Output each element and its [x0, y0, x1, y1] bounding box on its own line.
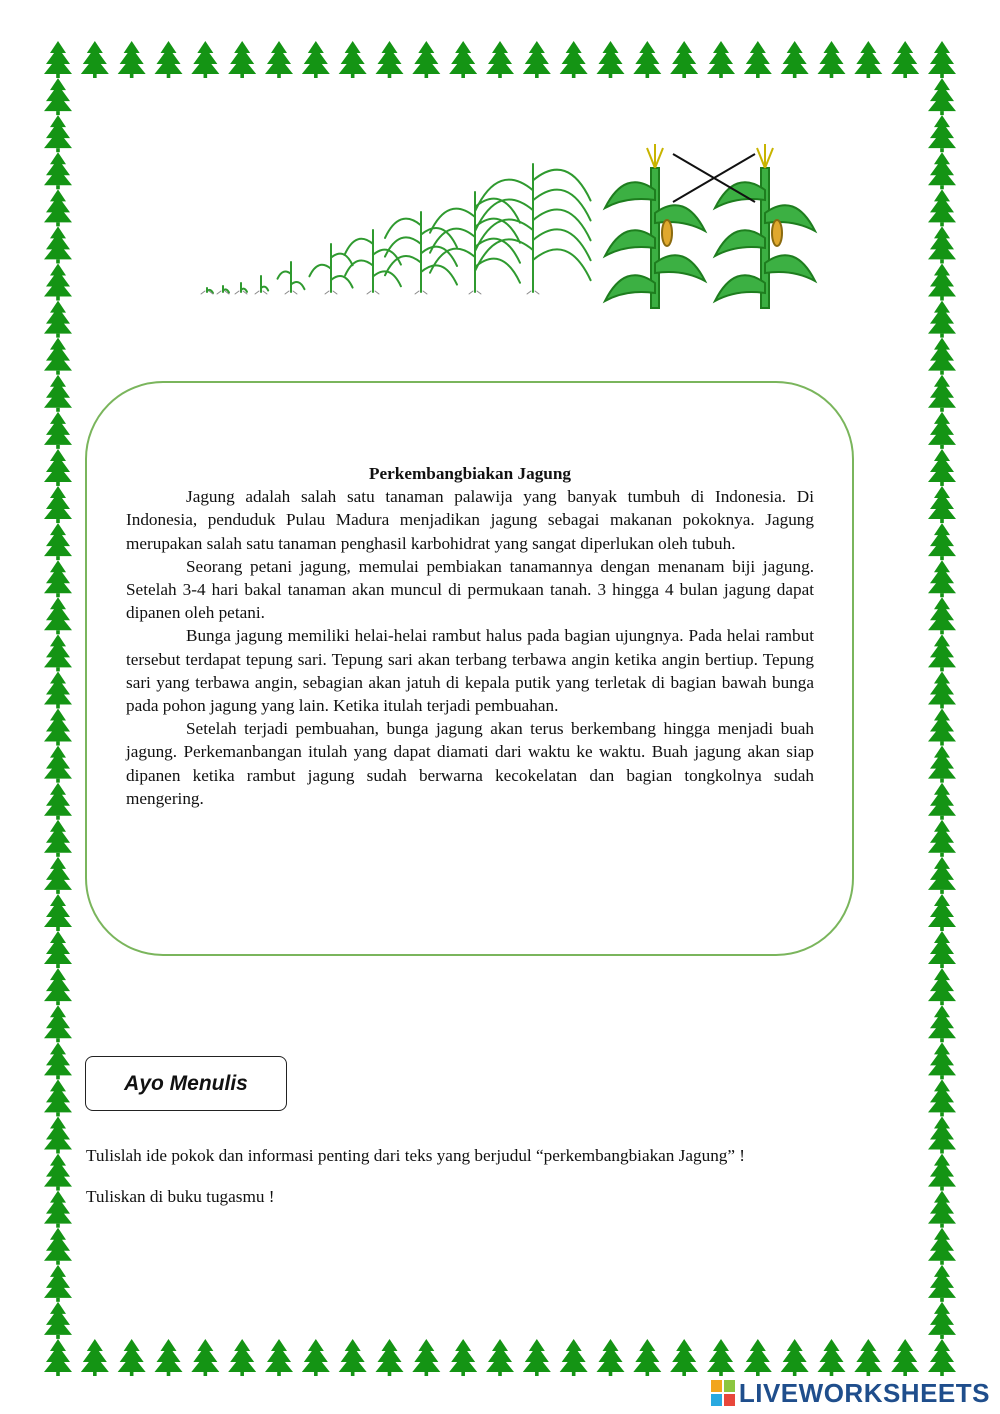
pine-tree-icon — [781, 41, 809, 78]
pine-tree-icon — [155, 41, 183, 78]
article-paragraph: Jagung adalah salah satu tanaman palawija yang banyak tumbuh di Indonesia. Di Indonesia, penduduk Pulau Madura menjadikan jagung sebagai makanan pokoknya. Jagung merupakan salah satu tanaman penghasil karbohidrat yang sangat diperlukan oleh tubuh. — [126, 487, 814, 553]
pine-tree-icon — [44, 1339, 72, 1376]
pine-tree-icon — [44, 1005, 72, 1042]
pine-tree-icon — [412, 1339, 440, 1376]
pine-tree-icon — [265, 41, 293, 78]
pine-tree-icon — [44, 1079, 72, 1116]
pine-tree-icon — [191, 41, 219, 78]
liveworksheets-brand[interactable] — [711, 1378, 990, 1408]
article-title: Perkembangbiakan Jagung — [369, 464, 571, 483]
pine-tree-icon — [44, 820, 72, 857]
liveworksheets-logo-icon — [711, 1380, 735, 1406]
pine-tree-icon — [928, 857, 956, 894]
pine-tree-icon — [44, 338, 72, 375]
pine-tree-icon — [928, 1042, 956, 1079]
pine-tree-icon — [560, 1339, 588, 1376]
pine-tree-icon — [928, 41, 956, 78]
pine-tree-icon — [44, 857, 72, 894]
pine-tree-icon — [818, 1339, 846, 1376]
corn-seedling — [430, 192, 520, 294]
pine-tree-icon — [44, 560, 72, 597]
pine-tree-icon — [44, 783, 72, 820]
pine-tree-icon — [928, 783, 956, 820]
pine-tree-icon — [744, 41, 772, 78]
pine-tree-icon — [818, 41, 846, 78]
pine-tree-icon — [781, 1339, 809, 1376]
mature-corn-plant — [605, 144, 705, 308]
pine-tree-icon — [44, 634, 72, 671]
pine-tree-icon — [44, 152, 72, 189]
pine-tree-icon — [928, 226, 956, 263]
pine-tree-icon — [928, 412, 956, 449]
pine-tree-icon — [486, 41, 514, 78]
pine-tree-icon — [44, 931, 72, 968]
section-label-ayo-menulis: Ayo Menulis — [85, 1056, 287, 1111]
pine-tree-icon — [376, 41, 404, 78]
pine-tree-icon — [228, 1339, 256, 1376]
pine-tree-icon — [928, 152, 956, 189]
pine-tree-icon — [118, 41, 146, 78]
pine-tree-icon — [928, 1265, 956, 1302]
pine-tree-icon — [44, 412, 72, 449]
pine-tree-icon — [597, 41, 625, 78]
pine-tree-icon — [597, 1339, 625, 1376]
pine-tree-icon — [707, 41, 735, 78]
corn-growth-illustration — [195, 130, 835, 320]
pine-tree-icon — [854, 41, 882, 78]
pine-tree-icon — [44, 41, 72, 78]
article — [126, 462, 814, 810]
pine-tree-icon — [928, 597, 956, 634]
pine-tree-icon — [523, 1339, 551, 1376]
pine-tree-icon — [928, 1191, 956, 1228]
article-paragraph: Setelah terjadi pembuahan, bunga jagung akan terus berkembang hingga menjadi buah jagung. Perkemanbangan itulah yang dapat diamati dari waktu ke waktu. Buah jagung akan siap dipanen ketika rambut jagung sudah berwarna kecokelatan dan bagian tongkolnya sudah mengering. — [126, 719, 814, 808]
pine-tree-icon — [928, 820, 956, 857]
pine-tree-icon — [928, 894, 956, 931]
pine-tree-icon — [44, 78, 72, 115]
pine-tree-icon — [486, 1339, 514, 1376]
pine-tree-icon — [44, 1116, 72, 1153]
pine-tree-icon — [412, 41, 440, 78]
corn-seedling — [278, 262, 305, 294]
pine-tree-icon — [670, 41, 698, 78]
pine-tree-icon — [81, 1339, 109, 1376]
pine-tree-icon — [449, 41, 477, 78]
pine-tree-icon — [302, 1339, 330, 1376]
pine-tree-icon — [376, 1339, 404, 1376]
corn-seedling — [235, 283, 247, 294]
pine-tree-icon — [81, 41, 109, 78]
pine-tree-icon — [928, 1154, 956, 1191]
pine-tree-icon — [633, 1339, 661, 1376]
pine-tree-icon — [928, 78, 956, 115]
pine-tree-icon — [891, 41, 919, 78]
pine-tree-icon — [928, 671, 956, 708]
pine-tree-icon — [44, 709, 72, 746]
pine-tree-icon — [44, 1042, 72, 1079]
pine-tree-icon — [928, 338, 956, 375]
pine-tree-icon — [854, 1339, 882, 1376]
pine-tree-icon — [928, 968, 956, 1005]
article-paragraph: Bunga jagung memiliki helai-helai rambut halus pada bagian ujungnya. Pada helai rambut tersebut terdapat tepung sari. Tepung sari akan terbang terbawa angin ketika angin bertiup. Tepung sari yang terbawa angin, sebagian akan jatuh di kepala putik yang terletak di bagian bawah bunga pada pohon jagung yang lain. Ketika itulah terjadi pembuahan. — [126, 626, 814, 716]
pine-tree-icon — [339, 1339, 367, 1376]
pine-tree-icon — [633, 41, 661, 78]
pine-tree-icon — [44, 226, 72, 263]
pine-tree-icon — [302, 41, 330, 78]
pine-tree-icon — [118, 1339, 146, 1376]
brand-name: LIVEWORKSHEETS — [738, 1377, 990, 1408]
pine-tree-icon — [44, 671, 72, 708]
pine-tree-icon — [928, 1228, 956, 1265]
pine-tree-icon — [449, 1339, 477, 1376]
pine-tree-icon — [44, 301, 72, 338]
corn-seedling — [217, 286, 229, 294]
pine-tree-icon — [44, 1265, 72, 1302]
pine-tree-icon — [265, 1339, 293, 1376]
pine-tree-icon — [44, 189, 72, 226]
pine-tree-icon — [44, 746, 72, 783]
pine-tree-icon — [928, 189, 956, 226]
pine-tree-icon — [891, 1339, 919, 1376]
instruction-text: Tulislah ide pokok dan informasi penting dari teks yang berjudul “perkembangbiakan Jagung” ! — [86, 1146, 746, 1165]
pine-tree-icon — [191, 1339, 219, 1376]
pine-tree-icon — [928, 1079, 956, 1116]
pine-tree-icon — [339, 41, 367, 78]
pine-tree-icon — [707, 1339, 735, 1376]
pine-tree-icon — [155, 1339, 183, 1376]
corn-seedling — [255, 276, 268, 294]
pine-tree-icon — [928, 1339, 956, 1376]
pine-tree-icon — [44, 968, 72, 1005]
corn-seedling — [385, 212, 457, 294]
pine-tree-icon — [928, 560, 956, 597]
pine-tree-icon — [744, 1339, 772, 1376]
pine-tree-icon — [560, 41, 588, 78]
pine-tree-icon — [928, 486, 956, 523]
pine-tree-icon — [228, 41, 256, 78]
pine-tree-icon — [44, 486, 72, 523]
pine-tree-icon — [928, 634, 956, 671]
pollination-arrows-icon — [673, 154, 755, 202]
pine-tree-icon — [928, 449, 956, 486]
corn-seedling — [201, 288, 213, 294]
pine-tree-icon — [44, 264, 72, 301]
pine-tree-icon — [670, 1339, 698, 1376]
pine-tree-icon — [44, 115, 72, 152]
pine-tree-icon — [928, 523, 956, 560]
pine-tree-icon — [928, 1302, 956, 1339]
pine-tree-icon — [928, 746, 956, 783]
pine-tree-icon — [928, 1005, 956, 1042]
pine-tree-icon — [44, 449, 72, 486]
pine-tree-icon — [44, 1228, 72, 1265]
pine-tree-icon — [44, 523, 72, 560]
pine-tree-icon — [928, 264, 956, 301]
pine-tree-icon — [928, 1116, 956, 1153]
pine-tree-icon — [44, 597, 72, 634]
article-paragraph: Seorang petani jagung, memulai pembiakan tanamannya dengan menanam biji jagung. Setelah 3-4 hari bakal tanaman akan muncul di permukaan tanah. 3 hingga 4 bulan jagung dapat dipanen oleh petani. — [126, 556, 814, 623]
pine-tree-icon — [928, 115, 956, 152]
pine-tree-icon — [44, 375, 72, 412]
pine-tree-icon — [928, 301, 956, 338]
pine-tree-icon — [44, 1154, 72, 1191]
pine-tree-icon — [44, 894, 72, 931]
pine-tree-icon — [928, 375, 956, 412]
pine-tree-icon — [44, 1191, 72, 1228]
pine-tree-icon — [44, 1302, 72, 1339]
pine-tree-icon — [928, 709, 956, 746]
corn-seedling — [475, 164, 590, 294]
pine-tree-icon — [523, 41, 551, 78]
pine-tree-icon — [928, 931, 956, 968]
instruction-text: Tuliskan di buku tugasmu ! — [86, 1187, 275, 1206]
